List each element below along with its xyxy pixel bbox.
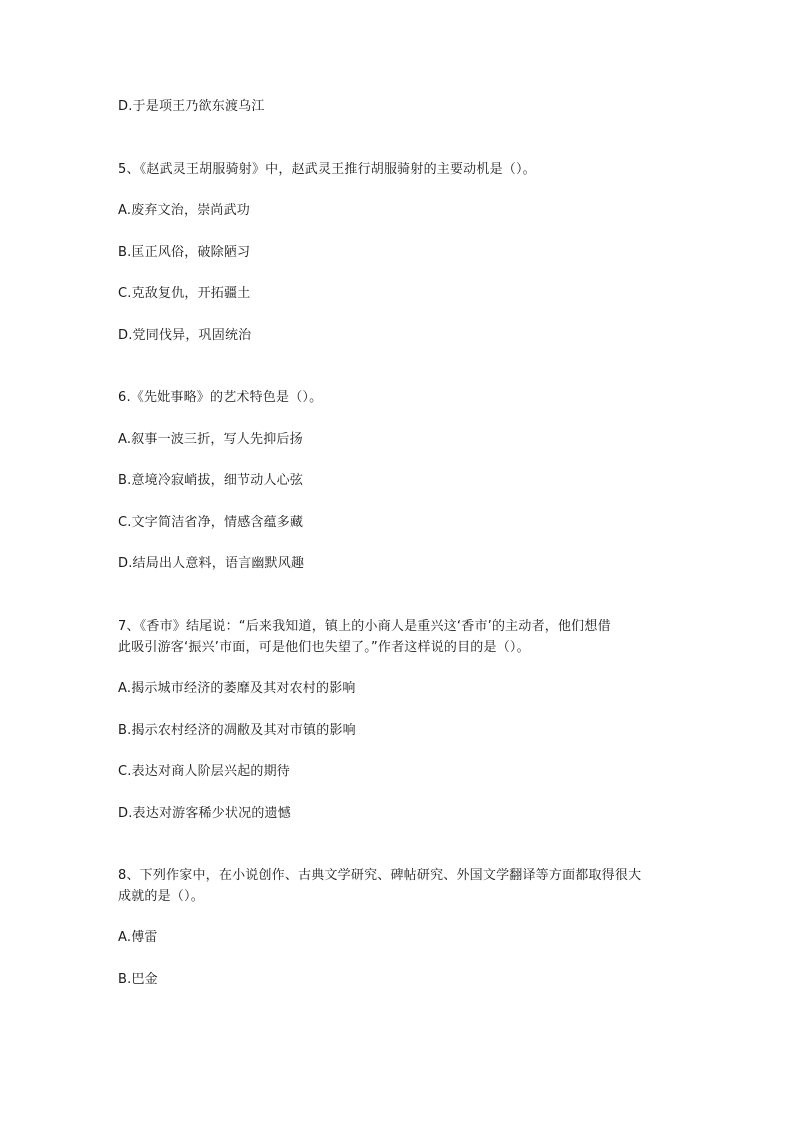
q8-stem-line-2: 成就的是（）。 bbox=[118, 889, 204, 904]
q8-stem-line-1: 8、下列作家中，在小说创作、古典文学研究、碑帖研究、外国文学翻译等方面都取得很大 bbox=[118, 868, 642, 883]
q7-stem-line-2: 此吸引游客‘振兴’市面，可是他们也失望了。”作者这样说的目的是（）。 bbox=[118, 640, 530, 655]
q4-option-d: D.于是项王乃欲东渡乌江 bbox=[118, 99, 265, 114]
q7-option-b: B.揭示农村经济的凋敝及其对市镇的影响 bbox=[118, 723, 356, 738]
q5-option-b: B.匡正风俗，破除陋习 bbox=[118, 245, 251, 260]
q6-option-c: C.文字简洁省净，情感含蕴多藏 bbox=[118, 515, 304, 530]
q6-stem: 6.《先妣事略》的艺术特色是（）。 bbox=[118, 390, 323, 405]
q6-option-a: A.叙事一波三折，写人先抑后扬 bbox=[118, 432, 303, 447]
q7-option-a: A.揭示城市经济的萎靡及其对农村的影响 bbox=[118, 681, 356, 696]
q8-option-b: B.巴金 bbox=[118, 972, 158, 987]
q7-stem-line-1: 7、《香市》结尾说：“后来我知道，镇上的小商人是重兴这‘香市’的主动者，他们想借 bbox=[118, 619, 611, 634]
q5-stem: 5、《赵武灵王胡服骑射》中，赵武灵王推行胡服骑射的主要动机是（）。 bbox=[118, 162, 536, 177]
q7-option-c: C.表达对商人阶层兴起的期待 bbox=[118, 764, 291, 779]
q6-option-b: B.意境冷寂峭拔，细节动人心弦 bbox=[118, 473, 304, 488]
q5-option-d: D.党同伐异，巩固统治 bbox=[118, 328, 252, 343]
q6-option-d: D.结局出人意料，语言幽默风趣 bbox=[118, 556, 305, 571]
q7-option-d: D.表达对游客稀少状况的遗憾 bbox=[118, 806, 291, 821]
q5-option-a: A.废弃文治，崇尚武功 bbox=[118, 203, 250, 218]
q8-option-a: A.傅雷 bbox=[118, 930, 158, 945]
q5-option-c: C.克敌复仇，开拓疆土 bbox=[118, 286, 251, 301]
